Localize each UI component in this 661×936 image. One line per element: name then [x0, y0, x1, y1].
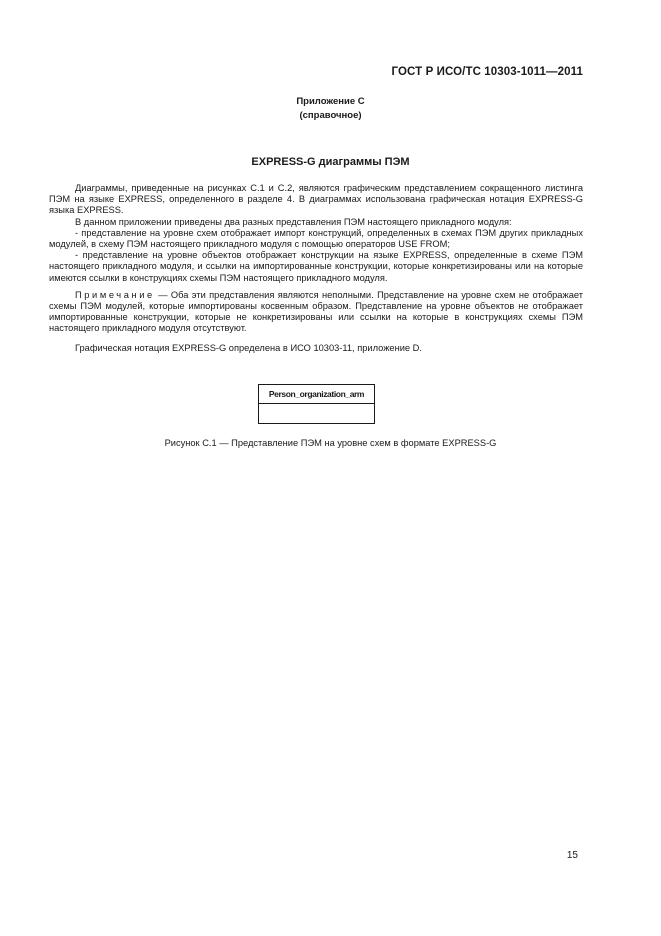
- express-g-entity-box: [258, 384, 375, 424]
- note-paragraph: [49, 290, 583, 335]
- note-text: — Оба эти представления являются неполными. Представление на уровне схем не отображает схемы ПЭМ модулей, которые импортированы косвенным образом. Представление на уровне объектов не отображает импортированные конструкции, которые не конкретизированы или ссылки на которые в конструкциях схемы ПЭМ настоящего прикладного модуля отсутствуют.: [49, 289, 583, 334]
- body-text: [49, 183, 583, 354]
- annex-title: Приложение С: [296, 96, 365, 107]
- page-number: 15: [566, 850, 578, 861]
- annex-type: (справочное): [299, 110, 362, 121]
- paragraph: В данном приложении приведены два разных представления ПЭМ настоящего прикладного модуля:: [75, 216, 512, 227]
- paragraph: - представление на уровне объектов отображает конструкции на языке EXPRESS, определенные в схеме ПЭМ настоящего прикладного модуля, и ссылки на импортированные конструкции, которые конкретизированы или на которые имеются ссылки в конструкциях схемы ПЭМ настоящего прикладного модуля.: [49, 250, 583, 283]
- entity-name: Person_organization_arm: [259, 385, 374, 404]
- annex-heading: [0, 95, 661, 123]
- section-title: EXPRESS-G диаграммы ПЭМ: [251, 156, 410, 168]
- paragraph: Диаграммы, приведенные на рисунках С.1 и С.2, являются графическим представлением сокращенного листинга ПЭМ на языке EXPRESS, определенного в разделе 4. В диаграммах использована графическая нотация EXPRESS-G языка EXPRESS.: [49, 183, 583, 216]
- document-code: ГОСТ Р ИСО/ТС 10303-1011—2011: [391, 66, 583, 78]
- note-label: Примечание: [75, 289, 155, 300]
- closing-paragraph: Графическая нотация EXPRESS-G определена в ИСО 10303-11, приложение D.: [75, 342, 422, 353]
- figure-caption: Рисунок С.1 — Представление ПЭМ на уровне схем в формате EXPRESS-G: [164, 438, 497, 448]
- paragraph: - представление на уровне схем отображает импорт конструкций, определенных в схемах ПЭМ других прикладных модулей, в схему ПЭМ настоящего прикладного модуля с помощью операторов USE FROM;: [49, 227, 583, 250]
